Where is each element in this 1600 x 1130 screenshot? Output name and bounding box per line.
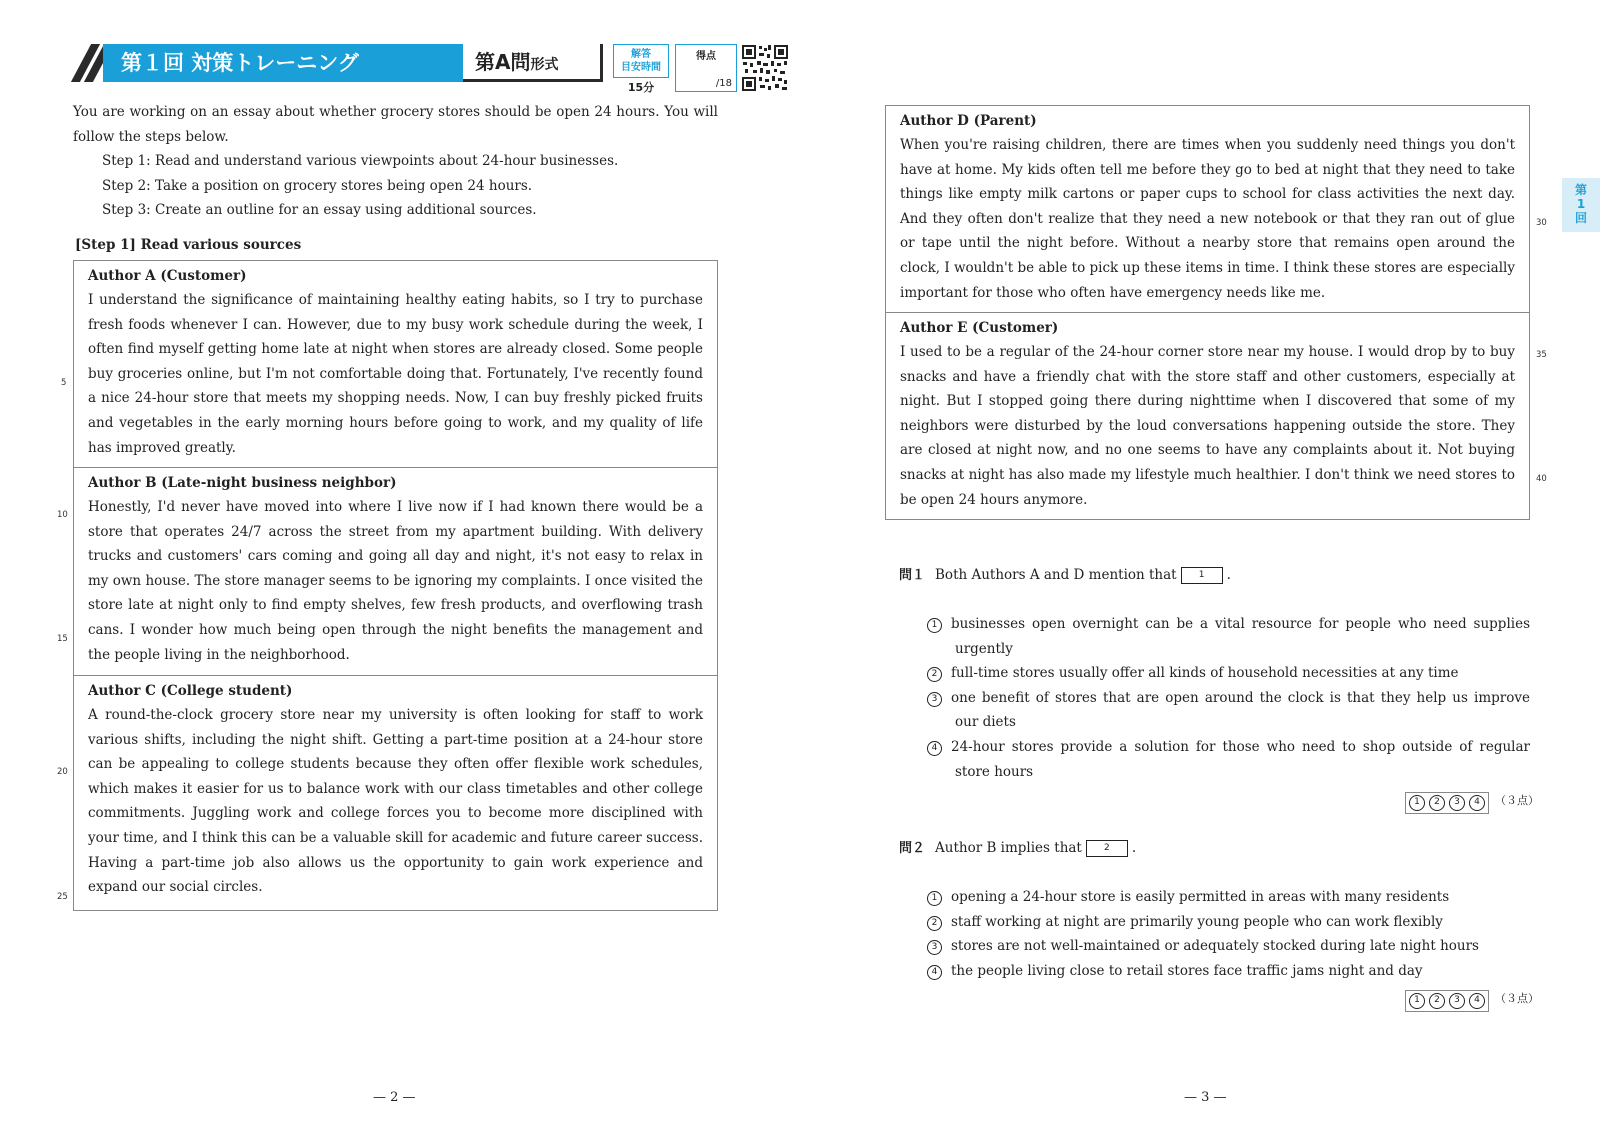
q2-option-4[interactable] [927, 959, 1530, 984]
page-header [73, 44, 732, 94]
author-c-title: Author C (College student) [88, 683, 293, 699]
question-1-prompt [899, 563, 1231, 588]
question-2-options [927, 885, 1530, 983]
author-e-title: Author E (Customer) [900, 320, 1059, 336]
author-b-section [74, 468, 717, 667]
header-section [463, 44, 603, 82]
q2-points: （３点） [1495, 992, 1539, 1005]
q2-answer-marks[interactable] [1405, 990, 1489, 1012]
q1-option-3-text: one benefit of stores that are open around the clock is that they help us improve our diets [951, 689, 1530, 731]
time-label-2: 目安時間 [621, 62, 661, 73]
q2-option-4-text: the people living close to retail stores face traffic jams night and day [951, 962, 1423, 979]
page-number-right: — 3 — [1184, 1090, 1227, 1105]
q2-option-1-text: opening a 24-hour store is easily permitted in areas with many residents [951, 889, 1450, 905]
score-max: /18 [715, 78, 732, 89]
time-value: 15分 [627, 81, 655, 94]
option-mark: 3 [927, 692, 942, 707]
q2-option-2[interactable] [927, 910, 1530, 935]
author-e-text: I used to be a regular of the 24-hour corner store near my house. I would drop by to buy snacks and have a friendly chat with the store staff and other customers, especially at night. But I stopped going there during nighttime when I discovered that some of my neighbors were disturbed by the loud conversations happening outside the store. They are closed at night now, and no one seems to have any complaints about it. Not buying snacks at night has also made my lifestyle much healthier. I don't think we need stores to be open 24 hours anymore. [900, 344, 1515, 508]
intro-text: You are working on an essay about whether grocery stores should be open 24 hours. You will follow the steps below. [73, 104, 718, 145]
step-1-text: Step 1: Read and understand various viewpoints about 24-hour businesses. [102, 153, 619, 169]
sources-box-right [885, 105, 1530, 520]
answer-mark[interactable]: 4 [1469, 993, 1485, 1009]
question-1-options [927, 612, 1530, 784]
q2-option-1[interactable] [927, 885, 1530, 910]
q2-answer-row [1405, 987, 1539, 1012]
question-2-text: Author B implies that [935, 840, 1082, 856]
side-tab[interactable] [1562, 178, 1600, 232]
question-1-number: 問１ [899, 568, 926, 583]
answer-mark[interactable]: 1 [1409, 993, 1425, 1009]
side-tab-char: 第 [1574, 183, 1587, 197]
author-b-text: Honestly, I'd never have moved into where I live now if I had known there would be a store that operates 24/7 across the street from my apartment building. With delivery trucks and customers' cars coming and going all day and night, it's not easy to relax in my own house. The store manager seems to be ignoring my complaints. I once visited the store late at night only to find empty shelves, few fresh products, and overflowing trash cans. I wonder how much being open through the night benefits the management and the people living in the neighborhood. [88, 499, 703, 663]
answer-blank-1[interactable]: 1 [1181, 567, 1223, 584]
sources-box-left [73, 260, 718, 911]
page-number-left: — 2 — [373, 1090, 416, 1105]
line-number: 25 [57, 892, 68, 902]
answer-blank-2[interactable]: 2 [1086, 840, 1128, 857]
qr-code-icon[interactable] [741, 44, 789, 92]
option-mark: 4 [927, 965, 942, 980]
option-mark: 1 [927, 891, 942, 906]
option-mark: 2 [927, 916, 942, 931]
option-mark: 3 [927, 940, 942, 955]
q1-option-4-text: 24-hour stores provide a solution for those who need to shop outside of regular store hours [951, 738, 1530, 780]
answer-mark[interactable]: 3 [1449, 795, 1465, 811]
time-label-1: 解答 [631, 49, 651, 60]
line-number: 35 [1536, 350, 1547, 360]
section-suffix: 形式 [530, 57, 559, 73]
option-mark: 2 [927, 667, 942, 682]
answer-mark[interactable]: 2 [1429, 993, 1445, 1009]
author-c-text: A round-the-clock grocery store near my university is often looking for staff to work various shifts, including the night shift. Getting a part-time position at a 24-hour store can be appealing to college students because they often offer flexible work schedules, which makes it easier for us to balance work with our class timetables and other college commitments. Juggling work and college forces you to become more disciplined with your time, and I think this can be a valuable skill for academic and future career success. Having a part-time job also allows us the opportunity to gain work experience and expand our social circles. [88, 707, 703, 896]
step1-heading: [Step 1] Read various sources [75, 237, 302, 253]
option-mark: 1 [927, 618, 942, 633]
author-d-section [886, 106, 1529, 305]
side-tab-char: 1 [1576, 197, 1586, 211]
q1-option-3[interactable] [927, 686, 1530, 735]
q1-option-4[interactable] [927, 735, 1530, 784]
time-label-box [613, 44, 669, 78]
author-d-text: When you're raising children, there are times when you suddenly need things you don't have at home. My kids often tell me before they go to bed at night that they need to take things like empty milk cartons or paper cups to school for class activities the next day. And they often don't realize that they need a new notebook or that they ran out of glue or tape until the night before. Without a nearby store that remains open around the clock, I wouldn't be able to pick up these items in time. I think these stores are especially important for those who often have emergency needs like me. [900, 137, 1515, 301]
q1-option-1[interactable] [927, 612, 1530, 661]
q1-option-1-text: businesses open overnight can be a vital resource for people who need supplies urgently [951, 616, 1530, 657]
author-c-section [74, 676, 717, 900]
score-box[interactable] [675, 44, 737, 92]
line-number: 10 [57, 510, 68, 520]
question-2-prompt [899, 836, 1136, 861]
line-number: 5 [61, 378, 67, 388]
answer-mark[interactable]: 4 [1469, 795, 1485, 811]
q2-option-3[interactable] [927, 934, 1530, 959]
author-a-text: I understand the significance of maintaining healthy eating habits, so I try to purchase fresh foods whenever I can. However, due to my busy work schedule during the week, I often find myself getting home late at night when stores are already closed. Some people buy groceries online, but I'm not comfortable doing that. Fortunately, I've recently found a nice 24-hour store that meets my shopping needs. Now, I can buy freshly picked fruits and vegetables in the early morning hours before going to work, and my quality of life has improved greatly. [88, 292, 703, 456]
question-2-number: 問２ [899, 841, 926, 856]
side-tab-char: 回 [1574, 211, 1587, 225]
author-a-section [74, 261, 717, 460]
option-mark: 4 [927, 741, 942, 756]
q2-option-2-text: staff working at night are primarily young people who can work flexibly [951, 913, 1443, 930]
answer-mark[interactable]: 1 [1409, 795, 1425, 811]
q1-answer-row [1405, 789, 1539, 814]
author-d-title: Author D (Parent) [900, 113, 1037, 129]
author-b-title: Author B (Late-night business neighbor) [88, 475, 397, 491]
answer-mark[interactable]: 3 [1449, 993, 1465, 1009]
step-3-text: Step 3: Create an outline for an essay using additional sources. [102, 202, 537, 218]
step-2-text: Step 2: Take a position on grocery stores being open 24 hours. [102, 178, 533, 194]
line-number: 40 [1536, 474, 1547, 484]
header-title: 第１回 対策トレーニング [103, 44, 463, 82]
answer-mark[interactable]: 2 [1429, 795, 1445, 811]
q2-option-3-text: stores are not well-maintained or adequately stocked during late night hours [951, 938, 1479, 955]
score-label: 得点 [696, 51, 716, 62]
question-1-end: . [1226, 567, 1231, 583]
question-1-text: Both Authors A and D mention that [935, 567, 1177, 583]
author-a-title: Author A (Customer) [88, 268, 247, 284]
line-number: 15 [57, 634, 68, 644]
author-e-section [886, 313, 1529, 512]
q1-option-2[interactable] [927, 661, 1530, 686]
q1-option-2-text: full-time stores usually offer all kinds of household necessities at any time [951, 665, 1459, 682]
question-2-end: . [1131, 840, 1137, 856]
q1-points: （３点） [1495, 794, 1539, 807]
q1-answer-marks[interactable] [1405, 792, 1489, 814]
line-number: 20 [57, 767, 68, 777]
section-label: 第A問 [475, 50, 531, 74]
line-number: 30 [1536, 218, 1547, 228]
